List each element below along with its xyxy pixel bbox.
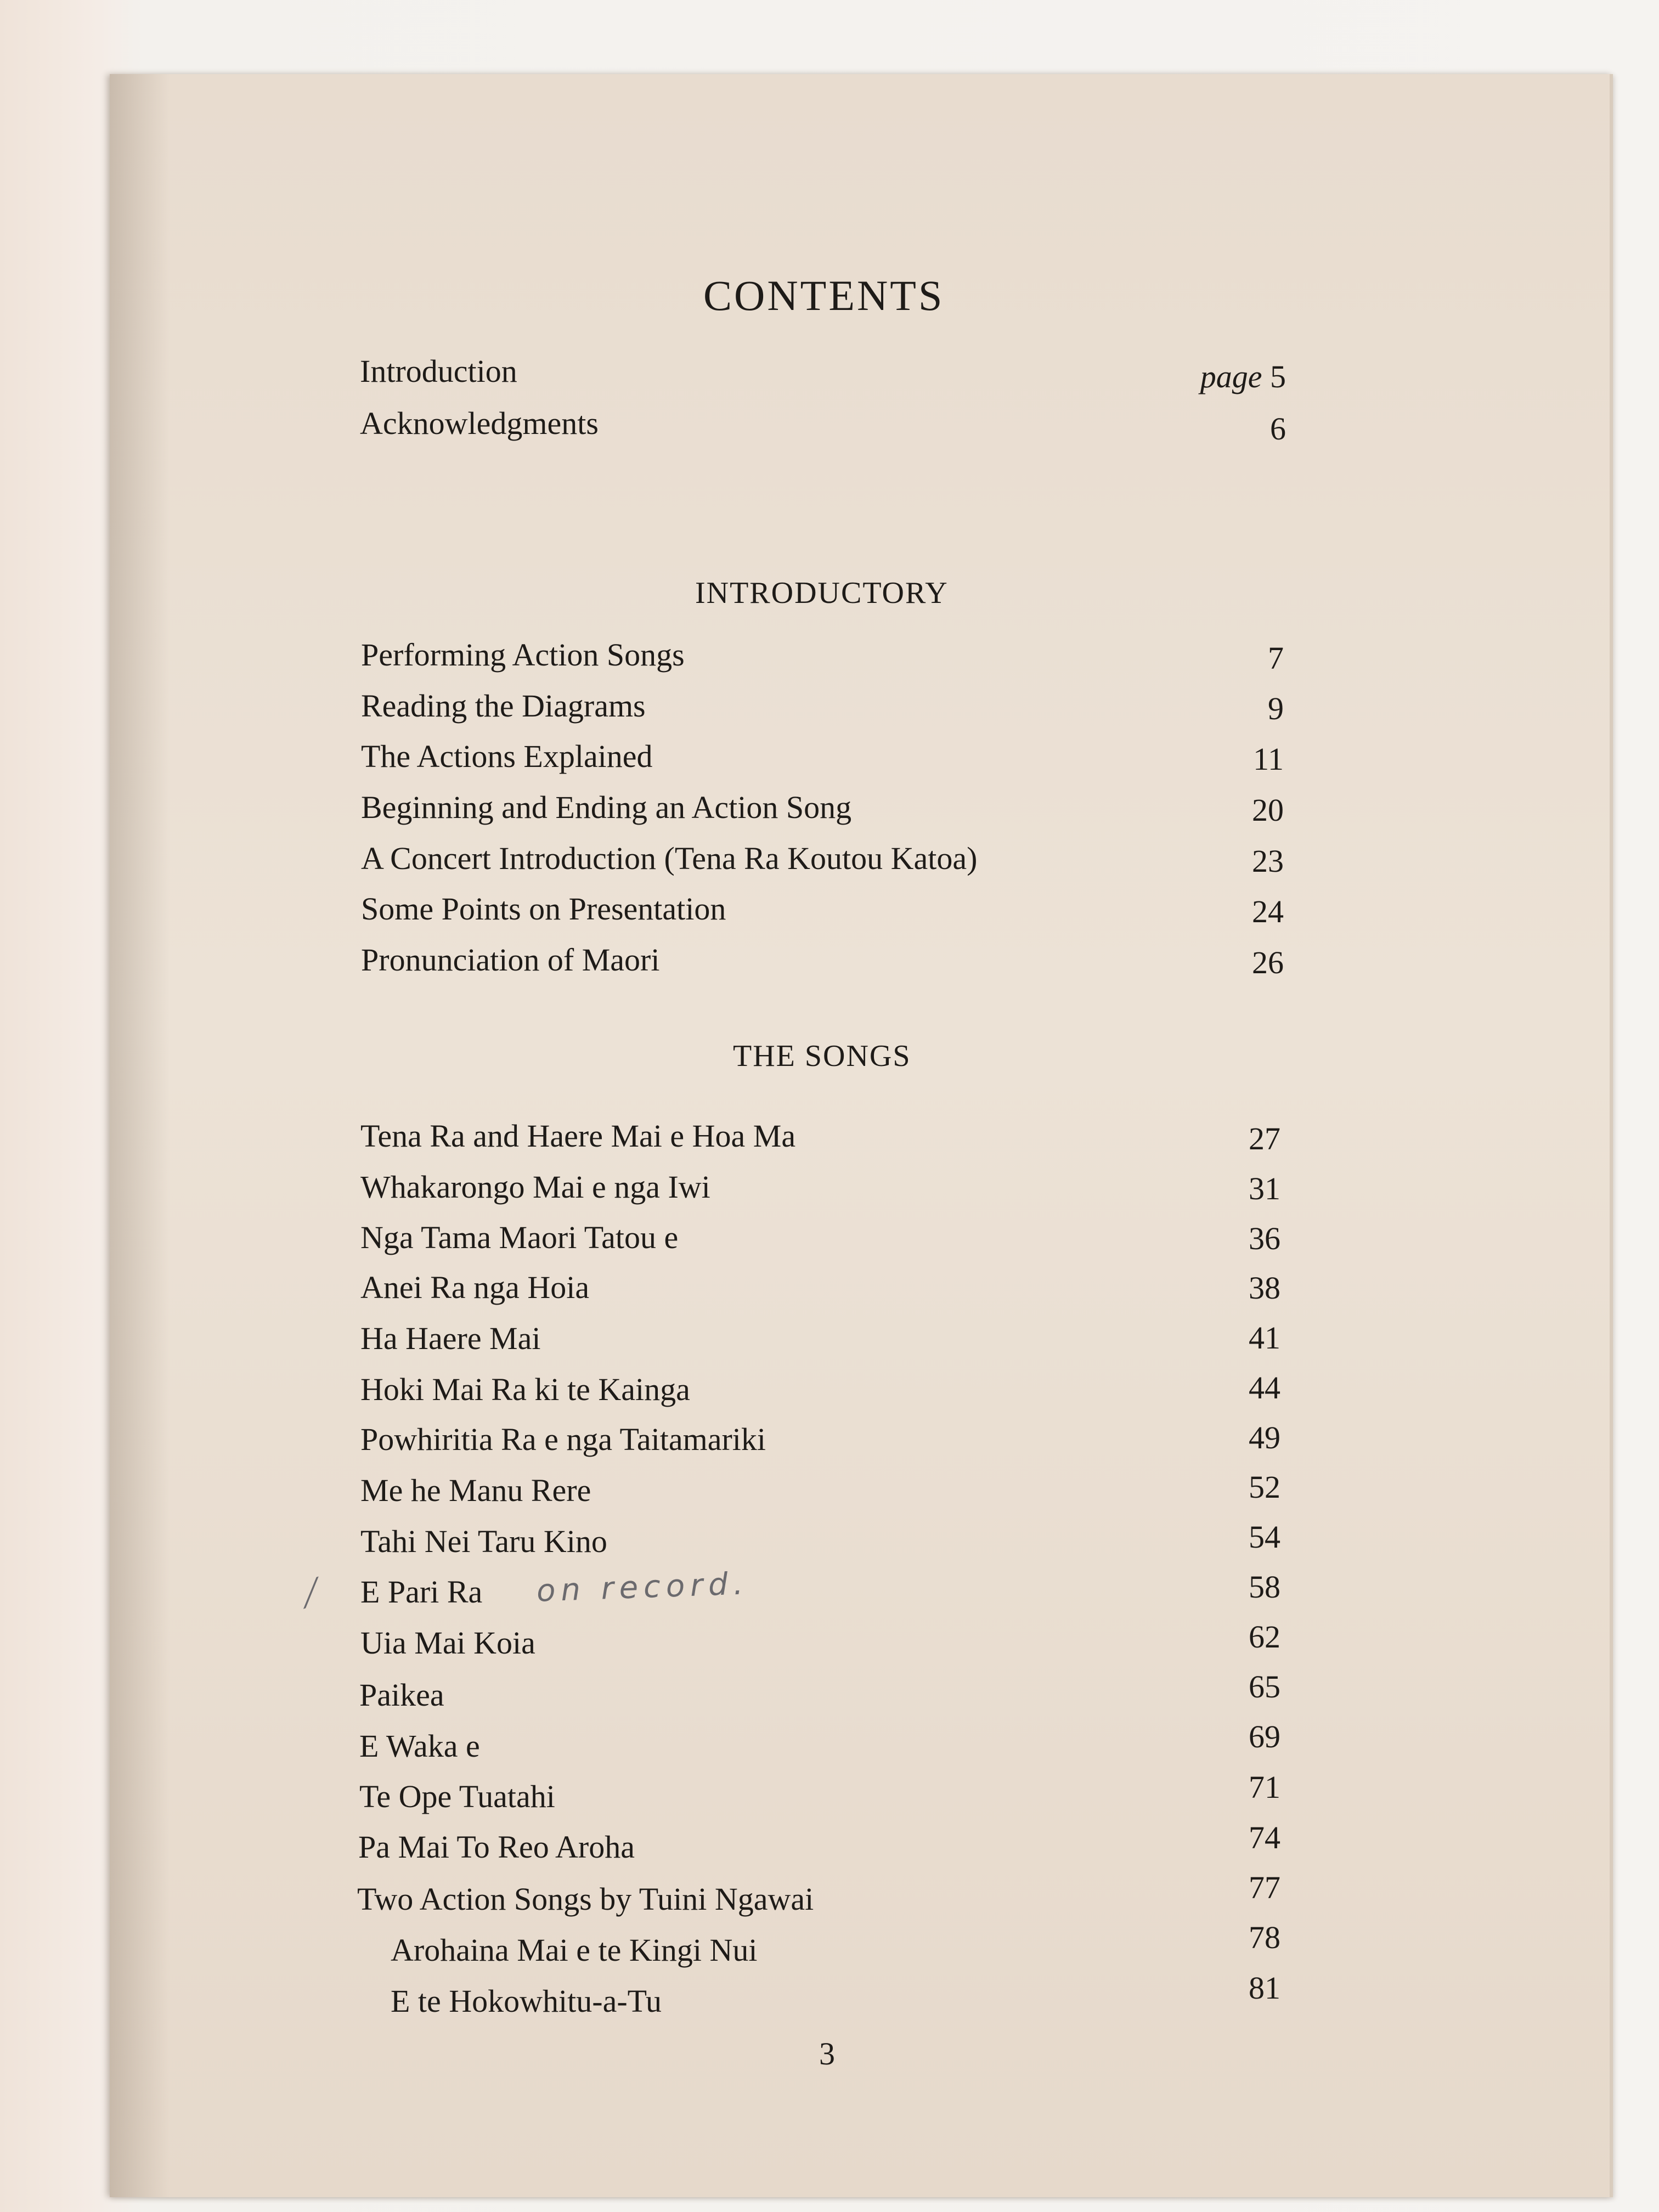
toc-page-number: 20 [1252, 792, 1284, 828]
toc-page-number: 24 [1252, 894, 1284, 929]
toc-entry-introduction: Introduction [360, 353, 517, 389]
toc-entry: Beginning and Ending an Action Song [361, 789, 852, 825]
toc-page-number: 78 [1249, 1920, 1280, 1955]
toc-entry: Anei Ra nga Hoia [360, 1269, 590, 1305]
toc-page-number: 7 [1268, 640, 1284, 676]
toc-page-number: 54 [1249, 1519, 1280, 1555]
book-page [110, 74, 1613, 2197]
toc-page-number: 49 [1249, 1420, 1280, 1455]
toc-subentry: Arohaina Mai e te Kingi Nui [391, 1932, 758, 1968]
page-edge [1610, 74, 1613, 2197]
section-heading-introductory: INTRODUCTORY [695, 576, 949, 610]
handwritten-note: on record. [535, 1566, 749, 1609]
toc-entry: Tahi Nei Taru Kino [360, 1523, 607, 1559]
toc-entry: Some Points on Presentation [361, 891, 726, 927]
toc-entry-acknowledgments: Acknowledgments [360, 405, 599, 441]
toc-entry: Pa Mai To Reo Aroha [358, 1829, 635, 1865]
toc-page-introduction [1088, 361, 1286, 393]
section-heading-songs: THE SONGS [733, 1039, 911, 1073]
toc-entry: Ha Haere Mai [360, 1321, 541, 1356]
toc-entry: Performing Action Songs [361, 637, 685, 673]
toc-entry: Nga Tama Maori Tatou e [360, 1220, 679, 1255]
toc-page-number: 38 [1249, 1270, 1280, 1306]
toc-entry: Two Action Songs by Tuini Ngawai [357, 1881, 814, 1917]
page-number: 5 [1270, 359, 1286, 394]
page-prefix: page [1200, 359, 1262, 394]
toc-entry: Tena Ra and Haere Mai e Hoa Ma [360, 1118, 796, 1154]
toc-subentry: E te Hokowhitu-a-Tu [391, 1983, 662, 2019]
toc-page-number: 58 [1249, 1569, 1280, 1605]
toc-entry: A Concert Introduction (Tena Ra Koutou Katoa) [361, 840, 978, 876]
contents-title: CONTENTS [703, 272, 945, 319]
toc-entry: Reading the Diagrams [361, 688, 646, 724]
toc-page-number: 62 [1249, 1619, 1280, 1655]
toc-page-number: 26 [1252, 945, 1284, 980]
toc-page-number: 71 [1249, 1769, 1280, 1805]
toc-entry: Pronunciation of Maori [361, 942, 660, 978]
toc-page-number: 69 [1249, 1719, 1280, 1754]
toc-entry: E Waka e [359, 1728, 480, 1764]
handwritten-check-mark: ⟋ [293, 1570, 330, 1617]
toc-page-number: 77 [1249, 1870, 1280, 1905]
toc-page-acknowledgments: 6 [1270, 411, 1286, 447]
toc-entry: Te Ope Tuatahi [359, 1779, 555, 1814]
toc-page-number: 81 [1249, 1970, 1280, 2006]
toc-page-number: 36 [1249, 1221, 1280, 1256]
toc-page-number: 41 [1249, 1320, 1280, 1356]
toc-page-number: 23 [1252, 843, 1284, 879]
toc-entry: Hoki Mai Ra ki te Kainga [360, 1372, 690, 1407]
toc-entry: Paikea [359, 1677, 444, 1713]
toc-page-number: 44 [1249, 1370, 1280, 1406]
toc-page-number: 74 [1249, 1820, 1280, 1855]
toc-page-number: 52 [1249, 1469, 1280, 1505]
toc-page-number: 9 [1268, 691, 1284, 726]
toc-entry: Uia Mai Koia [360, 1625, 535, 1661]
toc-entry: Powhiritia Ra e nga Taitamariki [360, 1421, 766, 1457]
toc-entry: Me he Manu Rere [360, 1472, 591, 1508]
toc-page-number: 65 [1249, 1669, 1280, 1705]
page-folio: 3 [819, 2036, 835, 2072]
toc-entry: E Pari Ra [360, 1574, 483, 1610]
toc-page-number: 11 [1253, 741, 1284, 777]
toc-page-number: 27 [1249, 1121, 1280, 1156]
toc-entry: The Actions Explained [361, 738, 653, 774]
toc-entry: Whakarongo Mai e nga Iwi [360, 1169, 710, 1205]
toc-page-number: 31 [1249, 1171, 1280, 1206]
